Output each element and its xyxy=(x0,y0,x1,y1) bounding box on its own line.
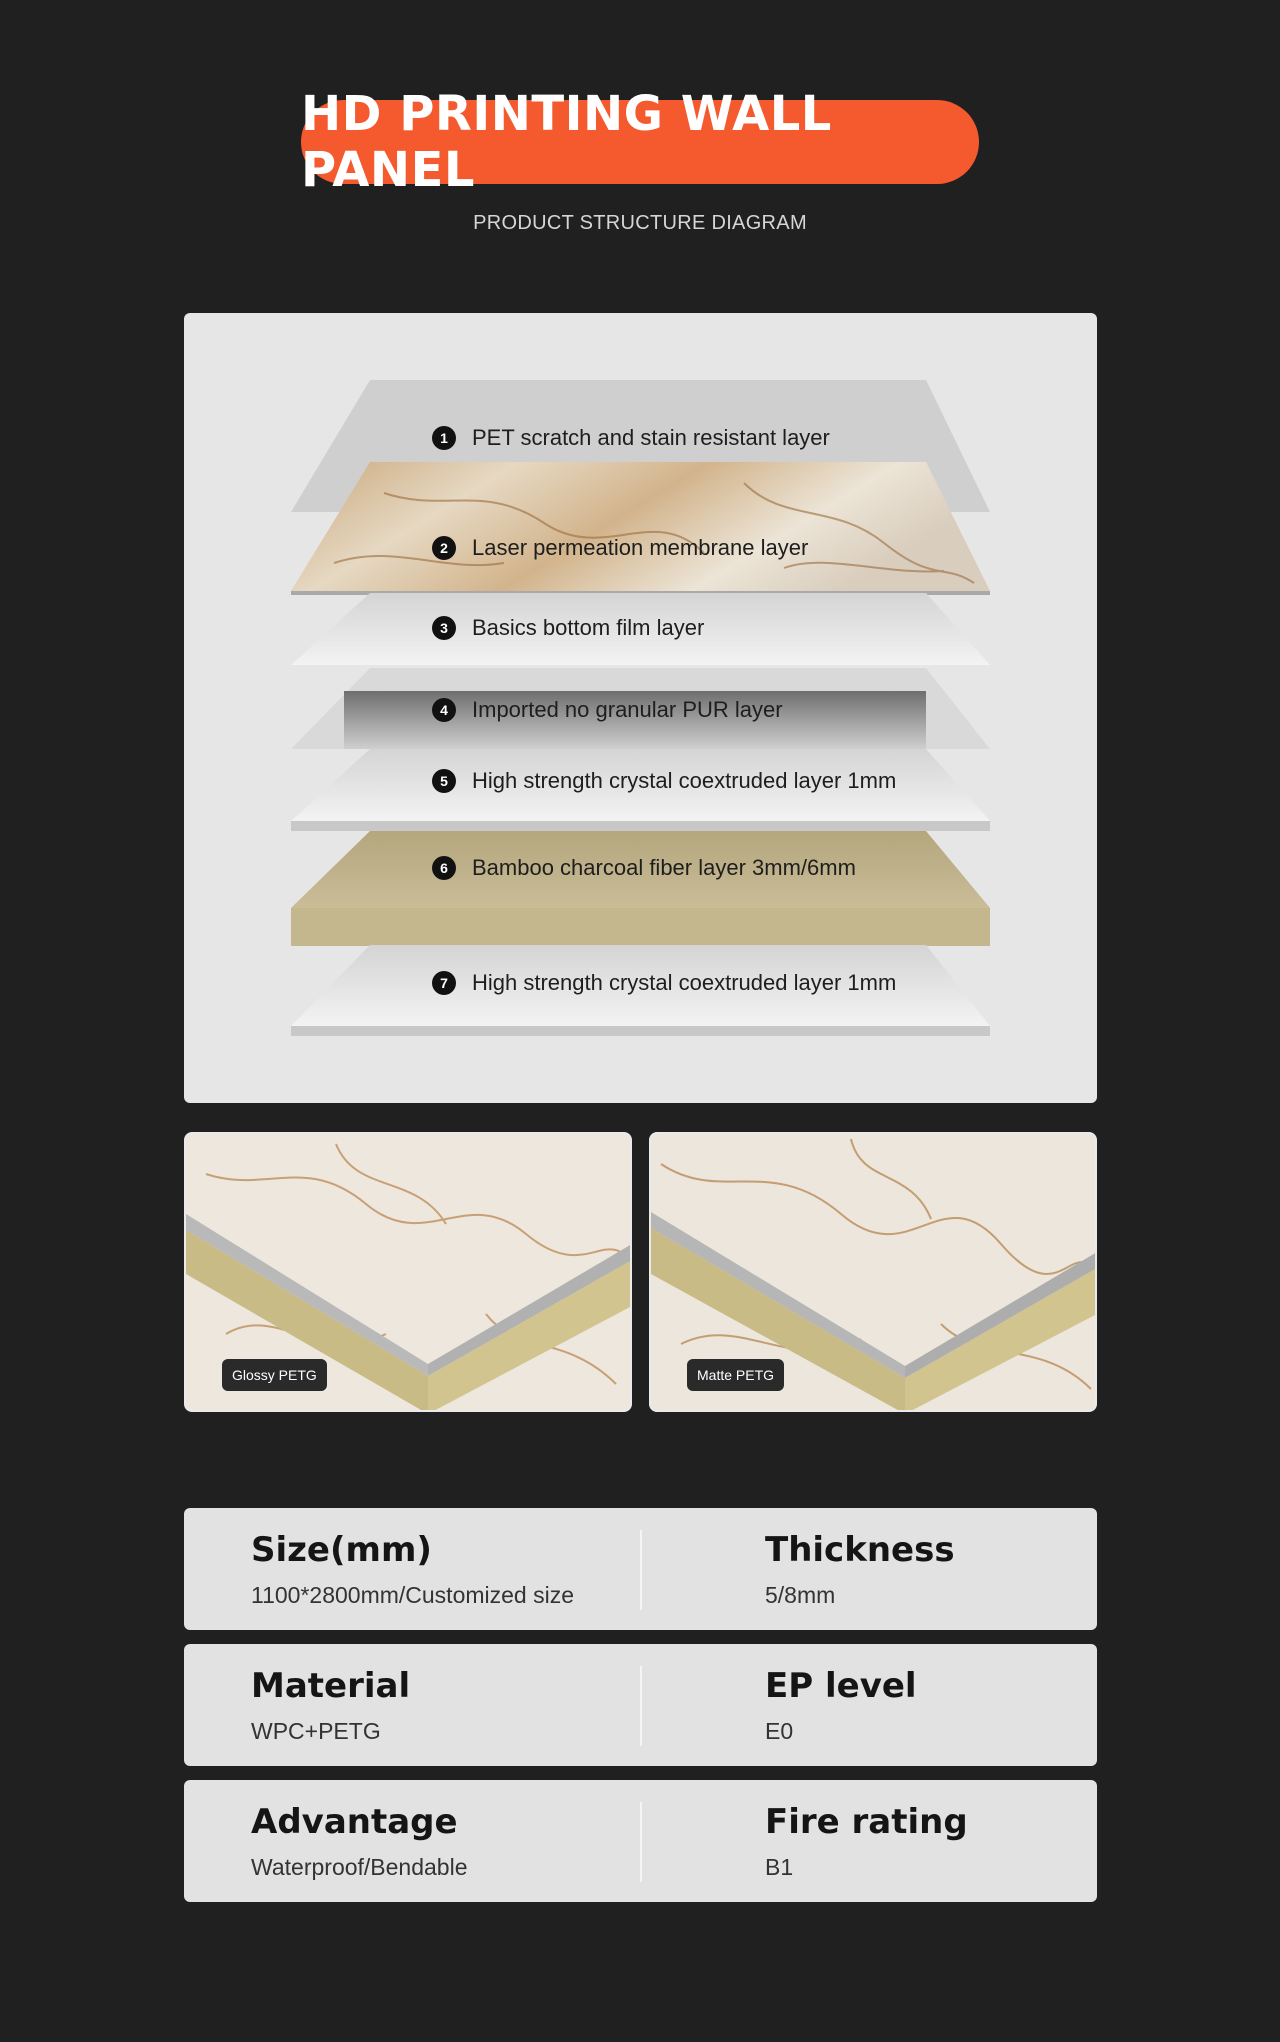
spec-value: Waterproof/Bendable xyxy=(251,1854,468,1880)
spec-value: WPC+PETG xyxy=(251,1718,381,1744)
spec-row-material-ep xyxy=(184,1644,1097,1766)
spec-label: EP level xyxy=(765,1666,917,1706)
spec-value: B1 xyxy=(765,1854,794,1880)
layer-label-4 xyxy=(432,697,783,723)
layer-number-badge: 3 xyxy=(432,616,456,640)
layer-name: Bamboo charcoal fiber layer 3mm/6mm xyxy=(472,855,856,880)
layer-label-1 xyxy=(432,425,830,451)
spec-value: E0 xyxy=(765,1718,794,1744)
layer-label-7 xyxy=(432,970,896,996)
layer-number-badge: 2 xyxy=(432,536,456,560)
spec-label: Size(mm) xyxy=(251,1530,432,1570)
spec-divider xyxy=(640,1666,642,1746)
spec-fire-rating xyxy=(765,1802,968,1881)
layer-name: Imported no granular PUR layer xyxy=(472,697,783,722)
photo-tag: Matte PETG xyxy=(687,1359,784,1391)
spec-label: Material xyxy=(251,1666,411,1706)
spec-label: Fire rating xyxy=(765,1802,968,1842)
structure-diagram xyxy=(184,313,1097,1103)
glossy-panel-photo xyxy=(184,1132,632,1412)
spec-value: 5/8mm xyxy=(765,1582,836,1608)
layer-number-badge: 6 xyxy=(432,856,456,880)
page-title: HD PRINTING WALL PANEL xyxy=(301,100,979,184)
layer-name: High strength crystal coextruded layer 1mm xyxy=(472,970,897,995)
layer-name: High strength crystal coextruded layer 1mm xyxy=(472,768,897,793)
layer-number-badge: 1 xyxy=(432,426,456,450)
spec-label: Advantage xyxy=(251,1802,458,1842)
layer-name: PET scratch and stain resistant layer xyxy=(472,425,830,450)
photo-tag: Glossy PETG xyxy=(222,1359,327,1391)
spec-row-size-thickness xyxy=(184,1508,1097,1630)
spec-size xyxy=(251,1530,574,1609)
layer-label-3 xyxy=(432,615,704,641)
layer-label-6 xyxy=(432,855,856,881)
layer-number-badge: 4 xyxy=(432,698,456,722)
layer-name: Laser permeation membrane layer xyxy=(472,535,809,560)
spec-thickness xyxy=(765,1530,955,1609)
layer-label-2 xyxy=(432,535,808,561)
page-subtitle: PRODUCT STRUCTURE DIAGRAM xyxy=(473,212,807,234)
spec-row-advantage-fire xyxy=(184,1780,1097,1902)
spec-ep-level xyxy=(765,1666,917,1745)
spec-divider xyxy=(640,1530,642,1610)
spec-label: Thickness xyxy=(765,1530,955,1570)
layer-number-badge: 5 xyxy=(432,769,456,793)
matte-panel-photo xyxy=(649,1132,1097,1412)
layer-name: Basics bottom film layer xyxy=(472,615,705,640)
spec-divider xyxy=(640,1802,642,1882)
spec-advantage xyxy=(251,1802,468,1881)
spec-value: 1100*2800mm/Customized size xyxy=(251,1582,575,1608)
spec-material xyxy=(251,1666,410,1745)
layer-label-5 xyxy=(432,768,896,794)
layer-number-badge: 7 xyxy=(432,971,456,995)
